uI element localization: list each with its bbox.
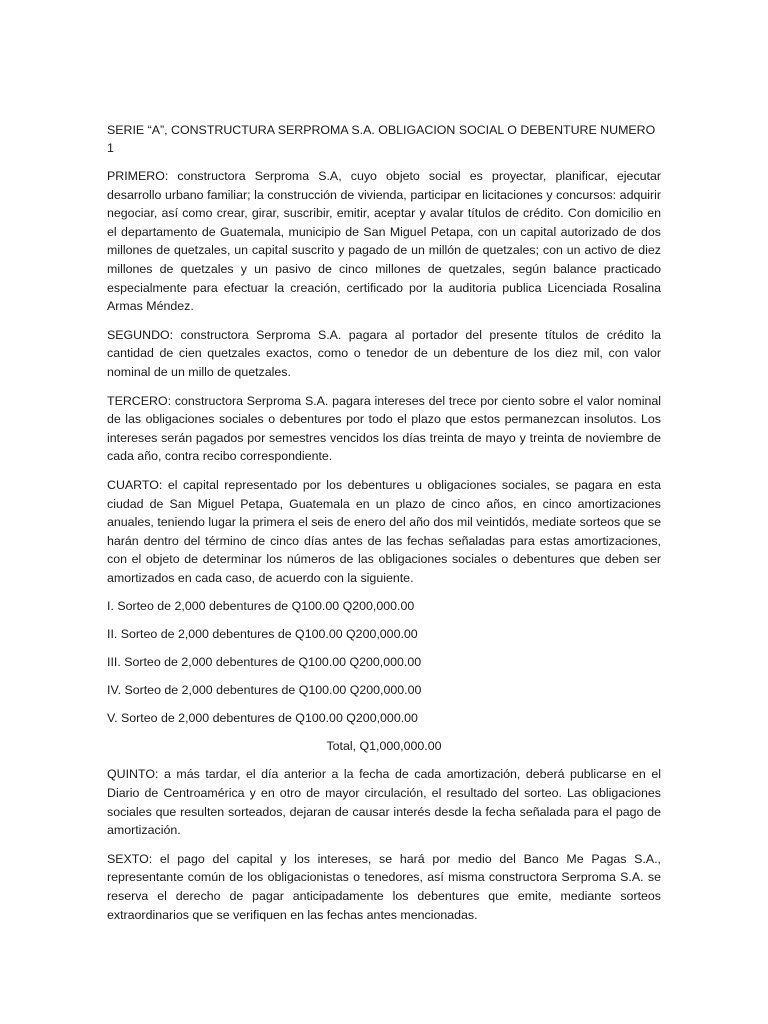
paragraph-text: a más tardar, el día anterior a la fecha de cada amortización, deberá publicarse en el Diario de Centroamérica y en otro de mayor circulación, el resultado del sorteo. Las obligaciones sociales que resulten sorteados, dejaran de causar interés desde la fecha señalada para el pago de amortización.: [107, 767, 661, 838]
paragraph-lead: PRIMERO:: [107, 169, 169, 183]
paragraph-lead: QUINTO:: [107, 767, 159, 782]
paragraph-lead: TERCERO:: [107, 393, 172, 408]
paragraph-cuarto: [107, 476, 661, 588]
paragraph-lead: SEGUNDO:: [107, 327, 174, 342]
paragraph-sexto: [107, 850, 661, 924]
draw-line-4: IV. Sorteo de 2,000 debentures de Q100.00 Q200,000.00: [107, 683, 422, 698]
draw-line-5: V. Sorteo de 2,000 debentures de Q100.00 Q200,000.00: [107, 711, 418, 726]
draw-line-3: III. Sorteo de 2,000 debentures de Q100.00 Q200,000.00: [107, 655, 422, 670]
draw-line-1: I. Sorteo de 2,000 debentures de Q100.00 Q200,000.00: [107, 599, 415, 614]
paragraph-text: constructora Serproma S.A, cuyo objeto social es proyectar, planificar, ejecutar desarrollo urbano familiar; la construcción de vivienda, participar en licitaciones y concursos: adquirir negociar, así como crear, girar, suscribir, emitir, aceptar y avalar títulos de crédito. Con domicilio en el departamento de Guatemala, municipio de San Miguel Petapa, con un capital autorizado de dos millones de quetzales, un capital suscrito y pagado de un millón de quetzales; con un activo de diez millones de quetzales y un pasivo de cinco millones de quetzales, según balance practicado especialmente para efectuar la creación, certificado por la auditoria publica Licenciada Rosalina Armas Méndez.: [107, 169, 661, 314]
paragraph-text: constructora Serproma S.A. pagara al portador del presente títulos de crédito la cantidad de cien quetzales exactos, como o tenedor de un debenture de los diez mil, con valor nominal de un millo de quetzales.: [107, 327, 661, 379]
paragraph-text: constructora Serproma S.A. pagara intereses del trece por ciento sobre el valor nominal de las obligaciones sociales o debentures por todo el plazo que estos permanezcan insolutos. Los intereses serán pagados por semestres vencidos los días treinta de mayo y treinta de noviembre de cada año, contra recibo correspondiente.: [107, 393, 661, 464]
paragraph-text: el pago del capital y los intereses, se hará por medio del Banco Me Pagas S.A., representante común de los obligacionistas o tenedores, así misma constructora Serproma S.A. se reserva el derecho de pagar anticipadamente los debentures que emite, mediante sorteos extraordinarios que se verifiquen en las fechas antes mencionadas.: [107, 851, 661, 922]
paragraph-segundo: [107, 326, 661, 382]
paragraph-quinto: [107, 765, 661, 839]
paragraph-lead: SEXTO:: [107, 851, 153, 866]
draw-total: Total, Q1,000,000.00: [326, 739, 442, 754]
paragraph-text: el capital representado por los debentures u obligaciones sociales, se pagara en esta ciudad de San Miguel Petapa, Guatemala en un plazo de cinco años, en cinco amortizaciones anuales, teniendo lugar la primera el seis de enero del año dos mil veintidós, mediate sorteos que se harán dentro del término de cinco días antes de las fechas señaladas para estas amortizaciones, con el objeto de determinar los números de las obligaciones sociales o debentures que deben ser amortizados en cada caso, de acuerdo con la siguiente.: [107, 477, 661, 585]
paragraph-primero: [107, 167, 661, 316]
paragraph-lead: CUARTO:: [107, 477, 163, 492]
draw-line-2: II. Sorteo de 2,000 debentures de Q100.00 Q200,000.00: [107, 627, 418, 642]
document-title: SERIE “A”, CONSTRUCTURA SERPROMA S.A. OBLIGACION SOCIAL O DEBENTURE NUMERO 1: [107, 123, 656, 155]
paragraph-tercero: [107, 392, 661, 466]
